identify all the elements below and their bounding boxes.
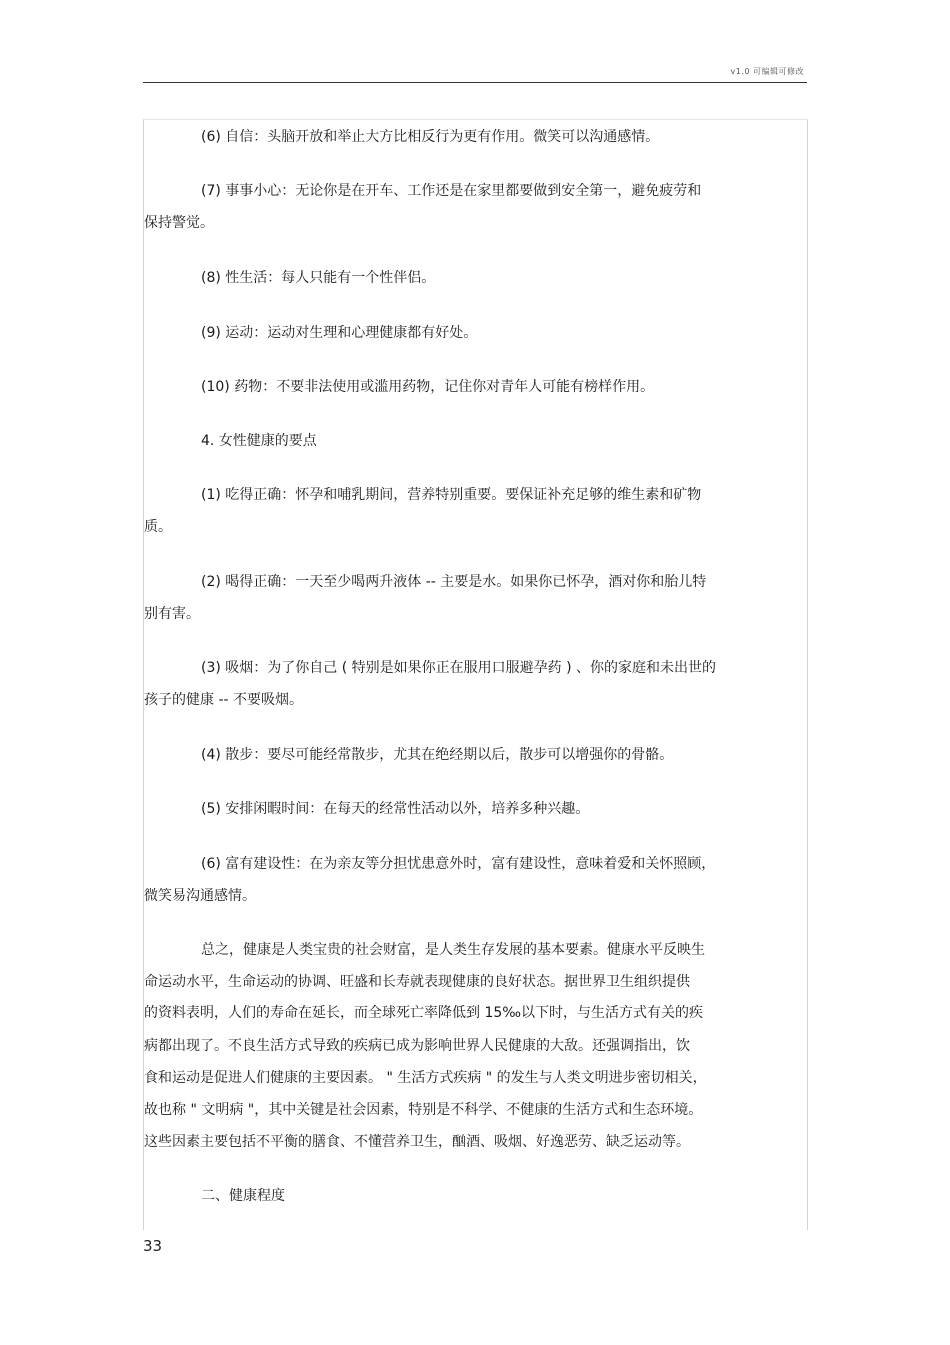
section-heading: 二、健康程度 [201, 1188, 285, 1204]
text-line: (3) 吸烟：为了你自己 ( 特别是如果你正在服用口服避孕药 ) 、你的家庭和未出世的 [201, 660, 717, 676]
text-line: (2) 喝得正确：一天至少喝两升液体 -- 主要是水。如果你已怀孕，酒对你和胎儿特 [201, 574, 707, 590]
text-line: 别有害。 [144, 606, 200, 622]
text-line: (6) 富有建设性：在为亲友等分担忧患意外时，富有建设性，意味着爱和关怀照顾， [201, 856, 716, 872]
text-line: (6) 自信：头脑开放和举止大方比相反行为更有作用。微笑可以沟通感情。 [201, 129, 660, 145]
text-line: (10) 药物：不要非法使用或滥用药物，记住你对青年人可能有榜样作用。 [201, 379, 655, 395]
text-line: 保持警觉。 [144, 215, 214, 231]
text-line: 故也称 " 文明病 "，其中关键是社会因素，特别是不科学、不健康的生活方式和生态环境。 [144, 1102, 703, 1118]
text-line: (7) 事事小心：无论你是在开车、工作还是在家里都要做到安全第一，避免疲劳和 [201, 183, 702, 199]
text-line: (4) 散步：要尽可能经常散步，尤其在绝经期以后，散步可以增强你的骨骼。 [201, 747, 674, 763]
text-line: 命运动水平，生命运动的协调、旺盛和长寿就表现健康的良好状态。据世界卫生组织提供 [144, 974, 690, 990]
text-line: (5) 安排闲暇时间：在每天的经常性活动以外，培养多种兴趣。 [201, 801, 590, 817]
page-number: 33 [143, 1237, 163, 1255]
text-line: (9) 运动：运动对生理和心理健康都有好处。 [201, 325, 478, 341]
text-line: (1) 吃得正确：怀孕和哺乳期间，营养特别重要。要保证补充足够的维生素和矿物 [201, 487, 702, 503]
text-line: 这些因素主要包括不平衡的膳食、不懂营养卫生，酗酒、吸烟、好逸恶劳、缺乏运动等。 [144, 1134, 690, 1150]
text-line: 总之，健康是人类宝贵的社会财富，是人类生存发展的基本要素。健康水平反映生 [201, 942, 705, 958]
text-line: 质。 [144, 519, 172, 535]
text-line: 微笑易沟通感情。 [144, 888, 256, 904]
header-version-note: v1.0 可编辑可修改 [730, 67, 804, 76]
text-line: 病都出现了。不良生活方式导致的疾病已成为影响世界人民健康的大敌。还强调指出，饮 [144, 1038, 690, 1054]
text-line: 食和运动是促进人们健康的主要因素。 " 生活方式疾病 " 的发生与人类文明进步密切相关， [144, 1070, 707, 1086]
text-line: 孩子的健康 -- 不要吸烟。 [144, 692, 304, 708]
text-line: 的资料表明，人们的寿命在延长，而全球死亡率降低到 15‰以下时，与生活方式有关的疾 [144, 1005, 704, 1021]
section-heading: 4. 女性健康的要点 [201, 433, 317, 449]
header-rule [143, 82, 807, 83]
text-line: (8) 性生活：每人只能有一个性伴侣。 [201, 270, 436, 286]
